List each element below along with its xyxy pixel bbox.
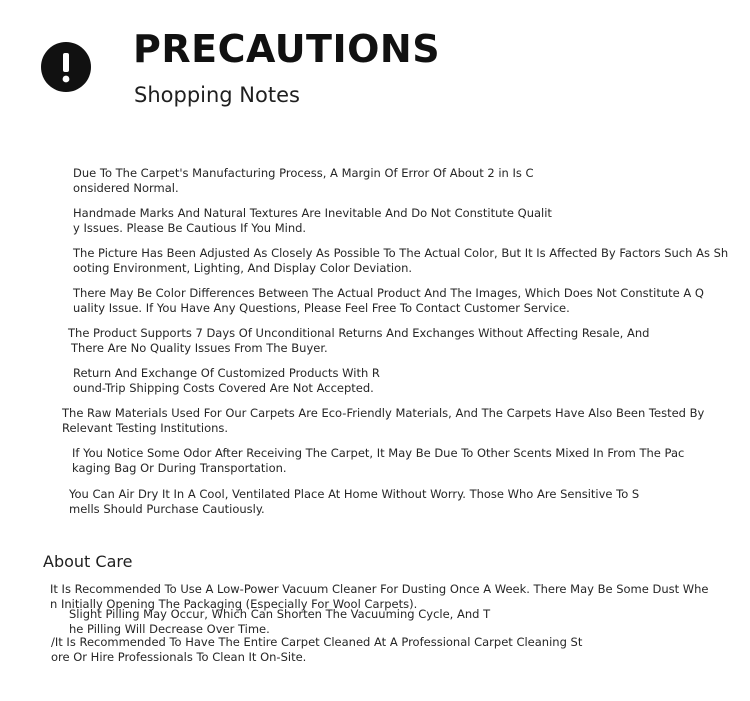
shopping-note: The Raw Materials Used For Our Carpets Are Eco-Friendly Materials, And The Carpets Have Also Been Tested By Relevant Testing Institutions. bbox=[62, 406, 705, 435]
shopping-note: There May Be Color Differences Between The Actual Product And The Images, Which Does Not Constitute A Q uality Issue. If You Have Any Questions, Please Feel Free To Contact Customer Service. bbox=[73, 286, 704, 315]
shopping-note: You Can Air Dry It In A Cool, Ventilated Place At Home Without Worry. Those Who Are Sensitive To S mells Should Purchase Cautiously. bbox=[69, 487, 640, 516]
about-care-heading: About Care bbox=[43, 552, 133, 571]
shopping-note: The Picture Has Been Adjusted As Closely As Possible To The Actual Color, But It Is Affected By Factors Such As Sh ooting Environment, Lighting, And Display Color Deviation. bbox=[73, 246, 729, 275]
shopping-note: If You Notice Some Odor After Receiving The Carpet, It May Be Due To Other Scents Mixed In From The Pac kaging Bag Or During Transportation. bbox=[72, 446, 685, 475]
shopping-note: Due To The Carpet's Manufacturing Process, A Margin Of Error Of About 2 in Is C onsidered Normal. bbox=[73, 166, 534, 195]
care-item: /It Is Recommended To Have The Entire Carpet Cleaned At A Professional Carpet Cleaning St ore Or Hire Professionals To Clean It On-Site. bbox=[51, 635, 583, 664]
shopping-note: Handmade Marks And Natural Textures Are Inevitable And Do Not Constitute Qualit y Issues. Please Be Cautious If You Mind. bbox=[73, 206, 552, 235]
page-title: PRECAUTIONS bbox=[133, 27, 441, 71]
exclamation-circle-icon bbox=[41, 42, 91, 92]
shopping-note: Return And Exchange Of Customized Products With R ound-Trip Shipping Costs Covered Are Not Accepted. bbox=[73, 366, 380, 395]
care-item: Slight Pilling May Occur, Which Can Shorten The Vacuuming Cycle, And T he Pilling Will Decrease Over Time. bbox=[69, 607, 491, 636]
care-item: It Is Recommended To Use A Low-Power Vacuum Cleaner For Dusting Once A Week. There May Be Some Dust Whe n Initially Opening The Packaging (Especially For Wool Carpets). bbox=[50, 582, 709, 611]
page-subtitle: Shopping Notes bbox=[134, 83, 300, 107]
shopping-note: The Product Supports 7 Days Of Unconditional Returns And Exchanges Without Affecting Resale, And There Are No Quality Issues From The Buyer. bbox=[68, 326, 650, 355]
